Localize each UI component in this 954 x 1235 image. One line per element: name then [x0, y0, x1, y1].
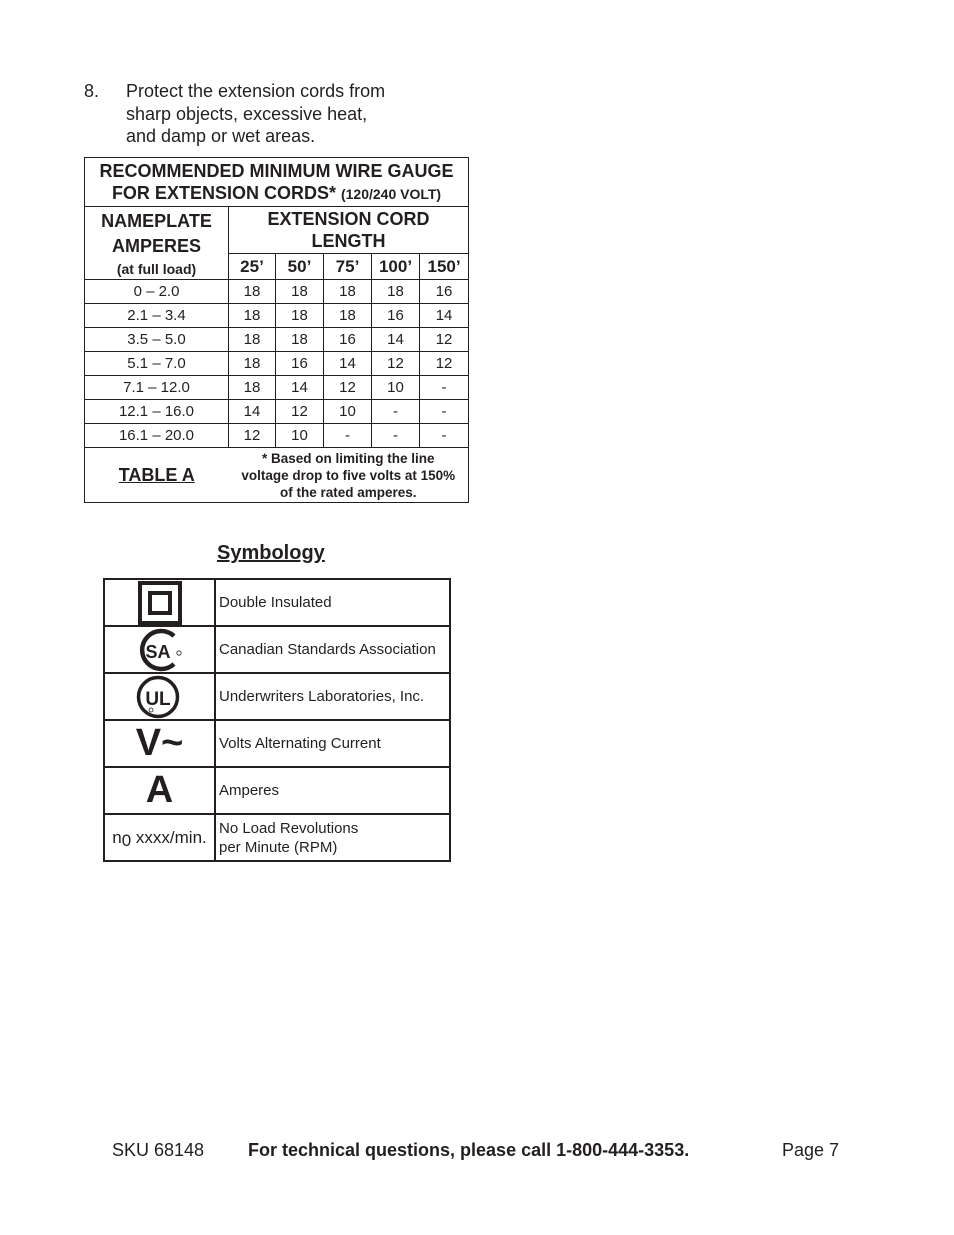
gauge-cell: 12 [372, 352, 420, 376]
extension-cord-label: EXTENSION CORD [267, 209, 430, 229]
symbol-row [104, 626, 450, 673]
length-header: 150’ [420, 254, 469, 280]
amps-cell: 12.1 – 16.0 [85, 400, 229, 424]
length-header: 75’ [324, 254, 372, 280]
amps-cell: 7.1 – 12.0 [85, 376, 229, 400]
gauge-cell: - [324, 424, 372, 448]
item-line: Protect the extension cords from [126, 81, 386, 101]
volts-ac-glyph: V~ [135, 722, 184, 764]
gauge-cell: 18 [229, 352, 276, 376]
nameplate-header [85, 207, 229, 280]
ul-logo-icon [104, 673, 215, 720]
length-header: 25’ [229, 254, 276, 280]
table-title-volt: (120/240 VOLT) [340, 185, 442, 202]
nameplate-label: AMPERES [111, 235, 201, 256]
table-note [229, 448, 469, 503]
amps-cell: 16.1 – 20.0 [85, 424, 229, 448]
symbology-table [103, 578, 451, 862]
symbol-description: Underwriters Laboratories, Inc. [215, 673, 450, 720]
table-note-line: * Based on limiting the line [262, 450, 435, 466]
table-title-line: FOR EXTENSION CORDS* [111, 182, 336, 203]
rpm-glyph-n: n [112, 827, 122, 847]
gauge-cell: 18 [229, 328, 276, 352]
symbol-description-line: No Load Revolutions [219, 819, 359, 837]
gauge-cell: 10 [372, 376, 420, 400]
ul-logo-text: UL [144, 688, 171, 710]
gauge-cell: - [372, 400, 420, 424]
extension-cord-header [229, 207, 469, 254]
table-row [85, 424, 469, 448]
gauge-cell: 12 [420, 328, 469, 352]
rpm-icon [104, 814, 215, 861]
gauge-cell: 14 [324, 352, 372, 376]
table-label: TABLE A [85, 448, 229, 503]
symbol-row [104, 579, 450, 626]
symbol-description [215, 814, 450, 861]
gauge-cell: 16 [324, 328, 372, 352]
table-title-line: RECOMMENDED MINIMUM WIRE GAUGE [99, 160, 454, 181]
item-line: and damp or wet areas. [126, 126, 316, 146]
gauge-cell: 12 [276, 400, 324, 424]
table-row [85, 352, 469, 376]
gauge-cell: 10 [324, 400, 372, 424]
gauge-cell: 18 [229, 280, 276, 304]
nameplate-label: NAMEPLATE [101, 210, 212, 231]
gauge-cell: 16 [276, 352, 324, 376]
symbol-description: Amperes [215, 767, 450, 814]
gauge-cell: 18 [276, 280, 324, 304]
table-note-line: voltage drop to five volts at 150% [241, 467, 456, 483]
symbol-row [104, 673, 450, 720]
gauge-cell: 12 [324, 376, 372, 400]
symbol-row [104, 767, 450, 814]
symbol-description: Volts Alternating Current [215, 720, 450, 767]
symbol-description: Canadian Standards Association [215, 626, 450, 673]
item-line: sharp objects, excessive heat, [126, 103, 368, 124]
amperes-glyph: A [145, 769, 174, 811]
footer-sku: SKU 68148 [112, 1140, 205, 1160]
table-row [85, 328, 469, 352]
length-header: 100’ [372, 254, 420, 280]
gauge-cell: 18 [276, 328, 324, 352]
item-text [126, 80, 426, 148]
gauge-cell: 14 [420, 304, 469, 328]
amps-cell: 2.1 – 3.4 [85, 304, 229, 328]
table-row [85, 280, 469, 304]
gauge-cell: 14 [372, 328, 420, 352]
symbol-description: Double Insulated [215, 579, 450, 626]
item-number: 8. [84, 81, 100, 101]
gauge-cell: 12 [229, 424, 276, 448]
gauge-cell: 16 [372, 304, 420, 328]
gauge-cell: 14 [229, 400, 276, 424]
nameplate-sublabel: (at full load) [116, 260, 197, 277]
gauge-cell: 16 [420, 280, 469, 304]
table-note-line: of the rated amperes. [280, 484, 417, 500]
symbology-title: Symbology [217, 542, 325, 564]
symbol-row [104, 814, 450, 861]
gauge-cell: 18 [276, 304, 324, 328]
length-header: 50’ [276, 254, 324, 280]
table-row [85, 376, 469, 400]
symbol-row [104, 720, 450, 767]
gauge-cell: - [420, 400, 469, 424]
amps-cell: 3.5 – 5.0 [85, 328, 229, 352]
rpm-glyph-sub: 0 [121, 830, 132, 850]
amps-cell: 5.1 – 7.0 [85, 352, 229, 376]
gauge-cell: 18 [229, 304, 276, 328]
extension-cord-label: LENGTH [311, 231, 386, 251]
footer-page-number: Page 7 [782, 1140, 840, 1160]
gauge-cell: 18 [324, 280, 372, 304]
gauge-cell: - [420, 376, 469, 400]
gauge-cell: 14 [276, 376, 324, 400]
gauge-cell: - [420, 424, 469, 448]
amps-cell: 0 – 2.0 [85, 280, 229, 304]
gauge-cell: - [372, 424, 420, 448]
csa-logo-icon [104, 626, 215, 673]
double-insulated-icon [104, 579, 215, 626]
gauge-cell: 12 [420, 352, 469, 376]
rpm-glyph-rest: xxxx/min. [131, 827, 207, 847]
rpm-glyph [112, 828, 207, 850]
symbol-description-line: per Minute (RPM) [219, 838, 338, 856]
gauge-cell: 18 [229, 376, 276, 400]
table-title [85, 158, 469, 207]
wire-gauge-table [84, 157, 469, 503]
table-row [85, 400, 469, 424]
gauge-cell: 10 [276, 424, 324, 448]
csa-logo-text: SA [144, 641, 171, 662]
table-row [85, 304, 469, 328]
gauge-cell: 18 [372, 280, 420, 304]
gauge-cell: 18 [324, 304, 372, 328]
volts-ac-icon [104, 720, 215, 767]
footer-tech-support: For technical questions, please call 1-800-444-3353. [248, 1140, 690, 1160]
amperes-icon [104, 767, 215, 814]
